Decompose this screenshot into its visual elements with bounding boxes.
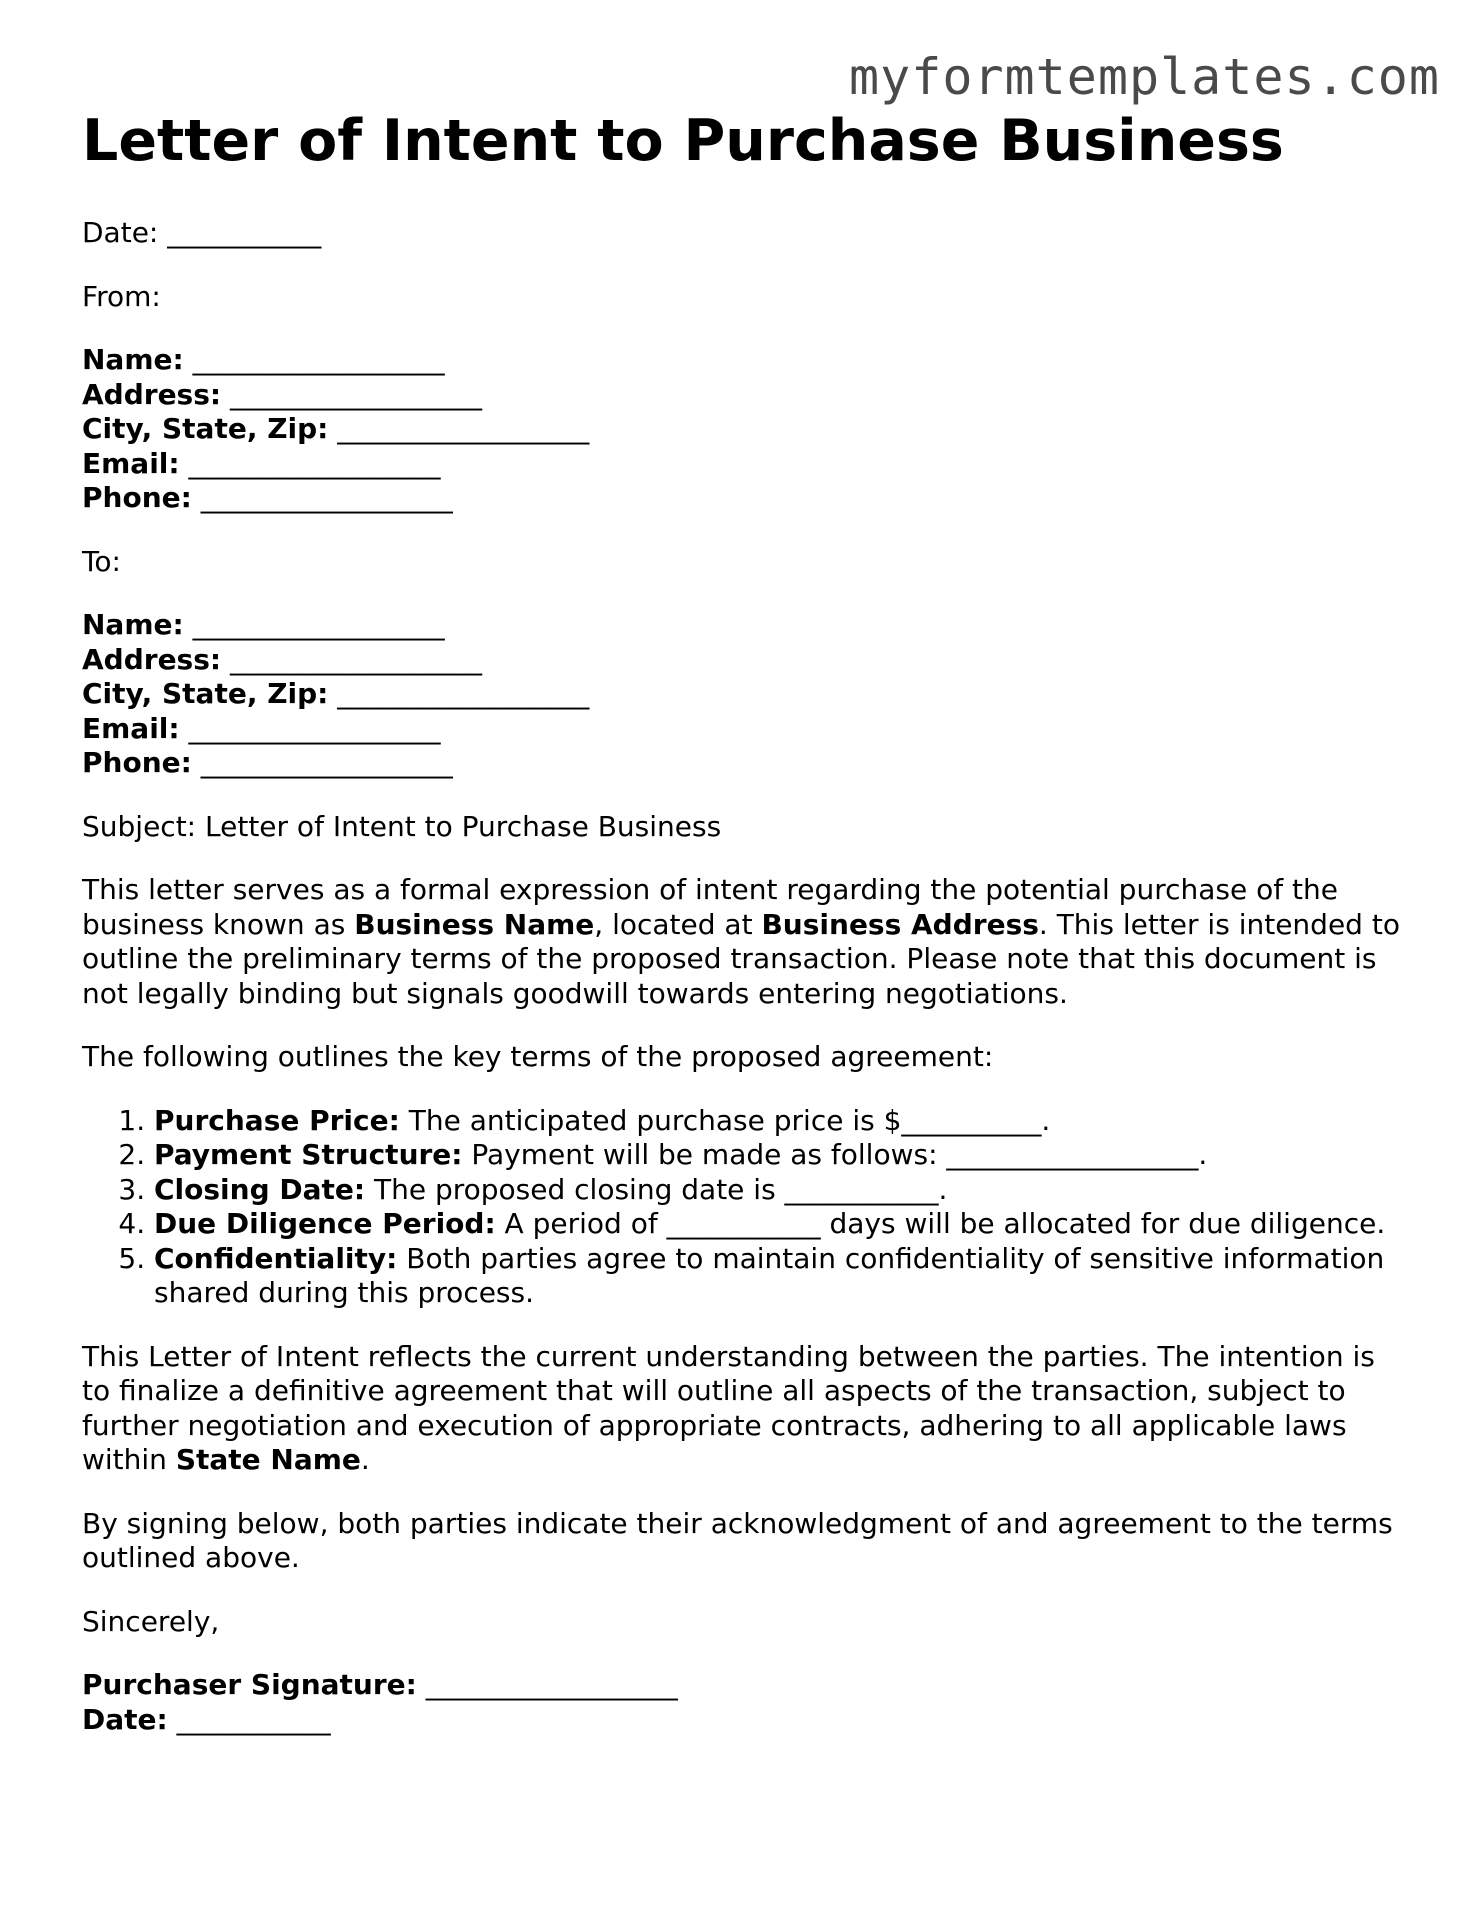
field-blank: __________________ — [425, 1668, 678, 1701]
to-name-field — [82, 608, 1402, 643]
acknowledgment-paragraph: By signing below, both parties indicate their acknowledgment of and agreement to the terms outlined above. — [82, 1506, 1393, 1574]
field-blank: __________________ — [188, 711, 441, 745]
term-label: Payment Structure: — [154, 1138, 463, 1171]
intro-text: This letter serves as a formal expression of intent regarding the potential purchase of the business known as — [82, 873, 1338, 941]
document-title: Letter of Intent to Purchase Business — [82, 108, 1284, 174]
to-city-state-zip-field — [82, 677, 1402, 712]
closing-paragraph — [82, 1340, 1402, 1478]
term-label: Purchase Price: — [154, 1103, 400, 1137]
from-fields — [82, 343, 1402, 516]
field-blank: __________________ — [337, 412, 590, 445]
field-label: City, State, Zip: — [82, 412, 329, 445]
purchaser-signature-field — [82, 1668, 1402, 1703]
from-name-field — [82, 343, 1402, 378]
field-blank: __________________ — [230, 377, 482, 411]
term-text: A period of ___________ days will be allocated for due diligence. — [495, 1207, 1386, 1240]
to-phone-field — [82, 746, 1402, 781]
field-label: Phone: — [82, 746, 192, 779]
term-confidentiality — [154, 1242, 1402, 1311]
business-address-placeholder: Business Address — [761, 907, 1039, 941]
field-label: City, State, Zip: — [82, 677, 329, 710]
to-email-field — [82, 712, 1402, 747]
closing-text: This Letter of Intent reflects the current understanding between the parties. The intention is to finalize a definitive agreement that will outline all aspects of the transaction, subject to further negotiation and execution of appropriate contracts, adhering to all applicable laws within — [82, 1339, 1375, 1476]
term-payment-structure — [154, 1138, 1402, 1173]
term-label: Confidentiality: — [154, 1241, 398, 1275]
term-due-diligence — [154, 1207, 1402, 1242]
subject-line: Subject: Letter of Intent to Purchase Business — [82, 809, 722, 843]
field-blank: __________________ — [188, 446, 441, 480]
to-fields — [82, 608, 1402, 781]
field-blank: __________________ — [192, 608, 445, 641]
signature-block — [82, 1668, 1402, 1737]
field-label: Address: — [82, 642, 222, 676]
term-label: Closing Date: — [154, 1172, 366, 1206]
field-blank: __________________ — [200, 746, 453, 779]
watermark: myformtemplates.com — [849, 48, 1440, 106]
from-city-state-zip-field — [82, 412, 1402, 447]
state-name-placeholder: State Name — [175, 1443, 361, 1476]
field-label: Name: — [82, 343, 184, 376]
document-page — [82, 104, 1402, 1766]
signature-date-field — [82, 1703, 1402, 1738]
term-closing-date — [154, 1173, 1402, 1208]
field-label: Date: — [82, 1702, 168, 1736]
term-text: Both parties agree to maintain confidentiality of sensitive information shared during this process. — [154, 1241, 1385, 1309]
from-label: From: — [82, 279, 161, 313]
term-text: The proposed closing date is ___________. — [365, 1172, 948, 1206]
field-label: Phone: — [82, 481, 192, 514]
from-address-field — [82, 378, 1402, 413]
field-blank: __________________ — [230, 642, 482, 676]
terms-intro: The following outlines the key terms of the proposed agreement: — [82, 1040, 994, 1073]
from-phone-field — [82, 481, 1402, 516]
term-purchase-price — [154, 1104, 1402, 1139]
term-text: The anticipated purchase price is $__________. — [399, 1103, 1051, 1137]
field-label: Purchaser Signature: — [82, 1668, 417, 1701]
terms-list — [82, 1104, 1402, 1311]
business-name-placeholder: Business Name — [354, 907, 595, 941]
field-blank: __________________ — [192, 343, 445, 376]
from-email-field — [82, 447, 1402, 482]
field-label: Email: — [82, 446, 180, 480]
field-label: Address: — [82, 377, 222, 411]
sincerely-line: Sincerely, — [82, 1604, 220, 1638]
term-text: Payment will be made as follows: __________________. — [462, 1138, 1208, 1171]
to-label: To: — [82, 544, 121, 578]
field-blank: ___________ — [176, 1702, 331, 1736]
intro-paragraph — [82, 873, 1402, 1011]
intro-text: . This letter is intended to outline the preliminary terms of the proposed transaction. Please note that this document is not legally binding but signals goodwill towards entering negotiations. — [82, 907, 1400, 1010]
field-blank: __________________ — [337, 677, 590, 710]
field-blank: __________________ — [200, 481, 453, 514]
field-label: Name: — [82, 608, 184, 641]
field-label: Email: — [82, 711, 180, 745]
closing-text: . — [360, 1443, 370, 1476]
term-label: Due Diligence Period: — [154, 1207, 496, 1240]
intro-text: , located at — [594, 907, 762, 941]
date-line: Date: ___________ — [82, 216, 322, 249]
to-address-field — [82, 643, 1402, 678]
